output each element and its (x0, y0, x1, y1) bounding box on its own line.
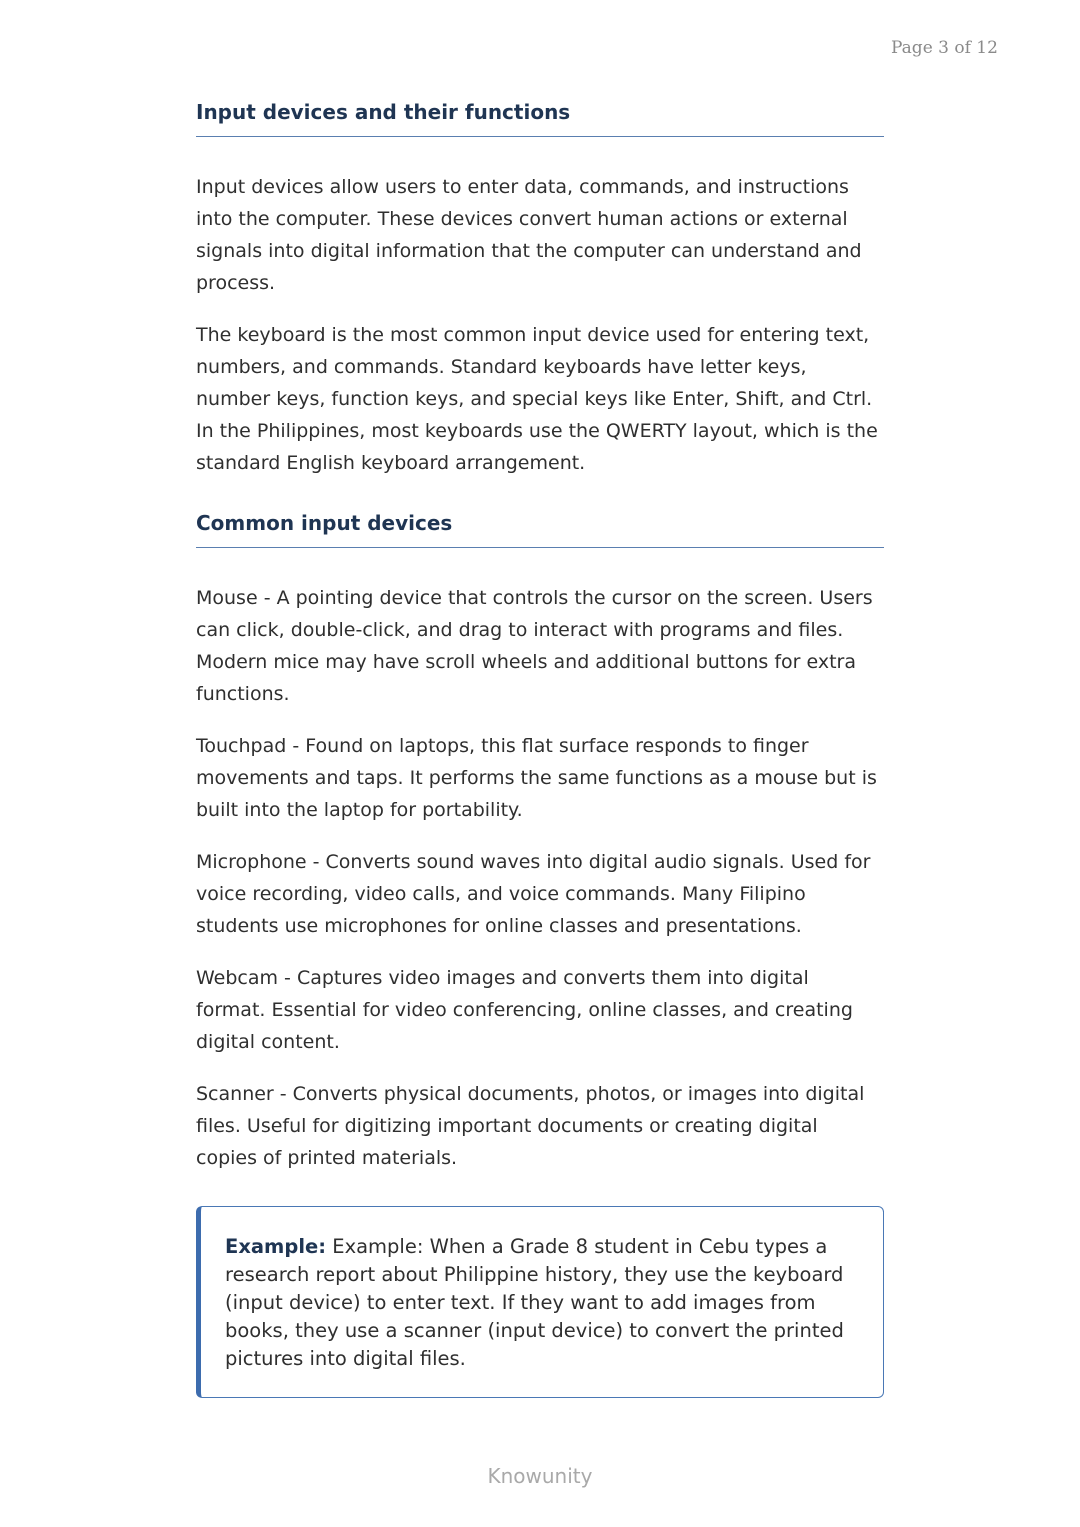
footer-brand: Knowunity (487, 1464, 593, 1488)
document-body (196, 98, 884, 1398)
device-item-mouse: Mouse - A pointing device that controls the cursor on the screen. Users can click, double-click, and drag to interact with programs and files. Modern mice may have scroll wheels and additional buttons for extra functions. (196, 587, 873, 705)
section-heading-common-input-devices: Common input devices (196, 509, 884, 548)
section-heading-input-devices: Input devices and their functions (196, 98, 884, 137)
device-item-scanner: Scanner - Converts physical documents, photos, or images into digital files. Useful for digitizing important documents or creating digital copies of printed materials. (196, 1083, 865, 1169)
example-label: Example: (225, 1235, 327, 1258)
paragraph: The keyboard is the most common input device used for entering text, numbers, and commands. Standard keyboards have letter keys, number keys, function keys, and special keys like Enter, Shift, and Ctrl. In the Philippines, most keyboards use the QWERTY layout, which is the standard English keyboard arrangement. (196, 324, 878, 474)
example-callout (196, 1206, 884, 1398)
example-text: Example: When a Grade 8 student in Cebu types a research report about Philippine history, they use the keyboard (input device) to enter text. If they want to add images from books, they use a scanner (input device) to convert the printed pictures into digital files. (225, 1235, 844, 1370)
paragraph: Input devices allow users to enter data, commands, and instructions into the computer. These devices convert human actions or external signals into digital information that the computer can understand and process. (196, 176, 862, 294)
intro-paragraphs (196, 171, 884, 479)
page-number: Page 3 of 12 (891, 38, 998, 58)
device-item-webcam: Webcam - Captures video images and converts them into digital format. Essential for video conferencing, online classes, and creating digital content. (196, 967, 853, 1053)
device-item-microphone: Microphone - Converts sound waves into digital audio signals. Used for voice recording, video calls, and voice commands. Many Filipino students use microphones for online classes and presentations. (196, 851, 871, 937)
device-item-touchpad: Touchpad - Found on laptops, this flat surface responds to finger movements and taps. It performs the same functions as a mouse but is built into the laptop for portability. (196, 735, 877, 821)
device-list (196, 582, 884, 1174)
